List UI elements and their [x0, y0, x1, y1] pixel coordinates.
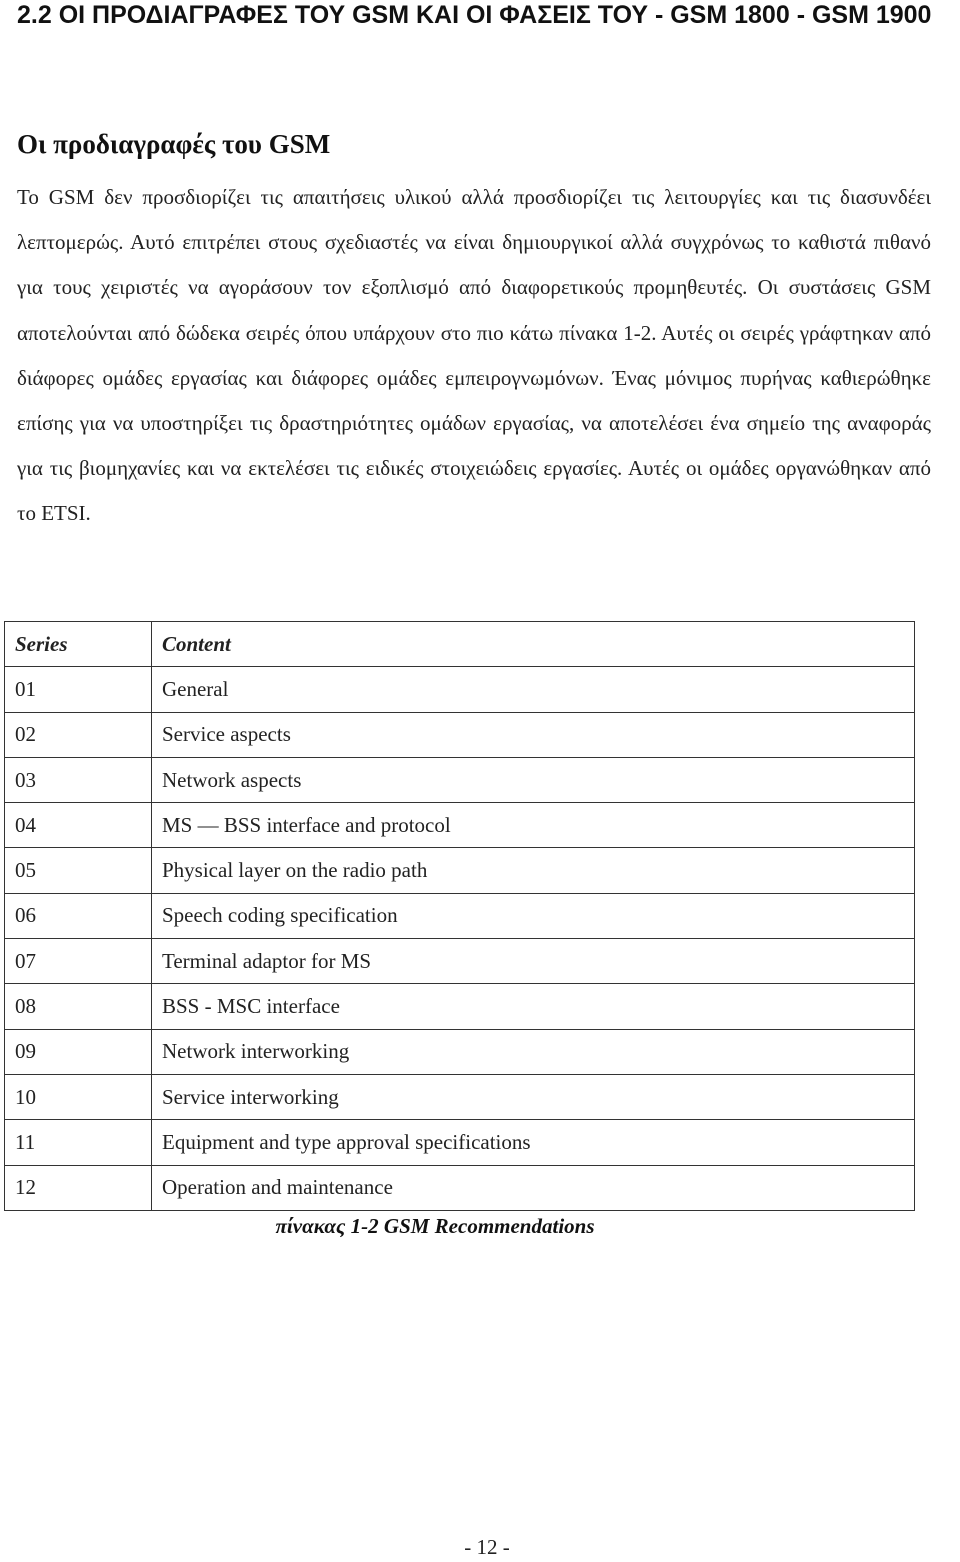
body-paragraph: Το GSM δεν προσδιορίζει τις απαιτήσεις υλικού αλλά προσδιορίζει τις λειτουργίες και τις διασυνδέει λεπτομερώς. Αυτό επιτρέπει στους σχεδιαστές να είναι δημιουργικοί αλλά συγχρόνως το καθιστά πιθανό για τους χειριστές να αγοράσουν τον εξοπλισμό από διαφορετικούς προμηθευτές. Οι συστάσεις GSM αποτελούνται από δώδεκα σειρές όπου υπάρχουν στο πιο κάτω πίνακα 1-2. Αυτές οι σειρές γράφτηκαν από διάφορες ομάδες εργασίας και διάφορες ομάδες εμπειρογνωμόνων. Ένας μόνιμος πυρήνας καθιερώθηκε επίσης για να υποστηρίξει τις δραστηριότητες ομάδων εργασίας, να αποτελέσει ένα σημείο της αναφοράς για τις βιομηχανίες και να εκτελέσει τις ειδικές στοιχειώδεις εργασίες. Αυτές οι ομάδες οργανώθηκαν από το ETSI. [17, 185, 931, 526]
series-cell: 05 [5, 848, 152, 893]
table-row [5, 757, 915, 802]
series-cell: 10 [5, 1074, 152, 1119]
series-cell: 11 [5, 1120, 152, 1165]
table-row [5, 667, 915, 712]
gsm-series-table [4, 621, 915, 1211]
section-heading: 2.2 ΟΙ ΠΡΟΔΙΑΓΡΑΦΕΣ ΤΟΥ GSM ΚΑΙ ΟΙ ΦΑΣΕΙΣ ΤΟΥ - GSM 1800 - GSM 1900 [17, 1, 932, 29]
content-cell: Terminal adaptor for MS [152, 939, 915, 984]
content-cell: Service aspects [152, 712, 915, 757]
content-cell: Network interworking [152, 1029, 915, 1074]
content-cell: Speech coding specification [152, 893, 915, 938]
series-cell: 03 [5, 757, 152, 802]
series-cell: 04 [5, 803, 152, 848]
table-row [5, 1074, 915, 1119]
series-cell: 08 [5, 984, 152, 1029]
series-cell: 07 [5, 939, 152, 984]
series-cell: 02 [5, 712, 152, 757]
content-cell: BSS - MSC interface [152, 984, 915, 1029]
table-header-row [5, 622, 915, 667]
table-row [5, 848, 915, 893]
content-cell: Physical layer on the radio path [152, 848, 915, 893]
table-row [5, 893, 915, 938]
series-cell: 09 [5, 1029, 152, 1074]
table-caption: πίνακας 1-2 GSM Recommendations [275, 1214, 595, 1238]
content-cell: Service interworking [152, 1074, 915, 1119]
content-cell: Network aspects [152, 757, 915, 802]
table-row [5, 984, 915, 1029]
column-header-series: Series [5, 622, 152, 667]
subsection-heading: Οι προδιαγραφές του GSM [17, 129, 331, 159]
table-row [5, 1120, 915, 1165]
content-cell: MS — BSS interface and protocol [152, 803, 915, 848]
table-row [5, 803, 915, 848]
table-row [5, 1165, 915, 1210]
table-row [5, 1029, 915, 1074]
content-cell: Equipment and type approval specifications [152, 1120, 915, 1165]
table-row [5, 712, 915, 757]
table-row [5, 939, 915, 984]
series-cell: 01 [5, 667, 152, 712]
series-cell: 12 [5, 1165, 152, 1210]
content-cell: General [152, 667, 915, 712]
content-cell: Operation and maintenance [152, 1165, 915, 1210]
page-number: - 12 - [464, 1535, 510, 1559]
column-header-content: Content [152, 622, 915, 667]
series-cell: 06 [5, 893, 152, 938]
